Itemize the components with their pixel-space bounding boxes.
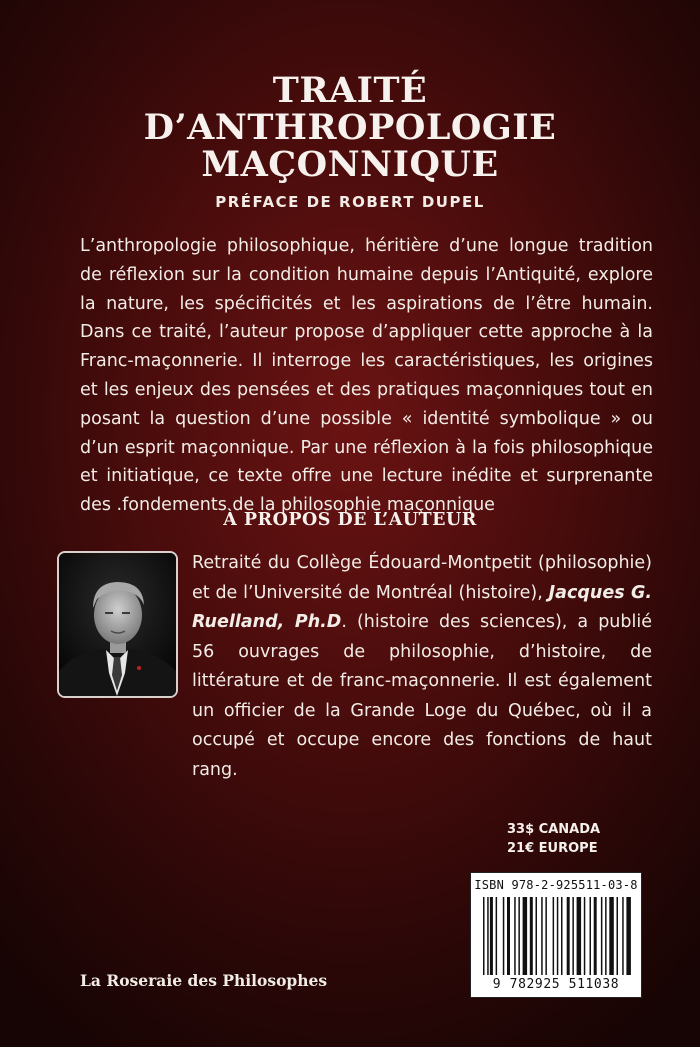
synopsis-text: L’anthropologie philosophique, héritière d’une longue tradition de réflexion sur la condition humaine depuis l’Antiquité, explore la nature, les spécificités et les aspirations de l’être humain. Dans ce traité, l’auteur propose d’appliquer cette approche à la Franc-maçonnerie. Il interroge les caractéristiques, les origines et les enjeux des pensées et des pratiques maçonniques tout en posant la question d’une possible « identité symbolique » ou d’un esprit maçonnique. Par une réflexion à la fois philosophique et initiatique, ce texte offre une lecture inédite et surprenante des .fondements de la philosophie maçonnique xyxy=(80,236,653,516)
publisher-name: La Roseraie des Philosophes xyxy=(80,971,328,990)
title-line-2: D’ANTHROPOLOGIE xyxy=(143,107,557,148)
title-line-1: TRAITÉ xyxy=(272,70,428,111)
barcode-bars xyxy=(479,897,633,977)
about-author-heading: À PROPOS DE L’AUTEUR xyxy=(223,510,477,530)
barcode-digits: 9 782925 511038 xyxy=(492,977,620,992)
title-line-3: MAÇONNIQUE xyxy=(201,144,499,185)
isbn-label: ISBN 978-2-925511-03-8 xyxy=(474,878,638,892)
price-europe: 21€ EUROPE xyxy=(507,841,598,856)
book-title xyxy=(0,72,700,183)
author-name: Jacques G. Ruelland, Ph.D xyxy=(192,582,652,632)
bio-text-end: . (histoire des sciences), a publié 56 ouvrages de philosophie, d’histoire, de littérature et de franc-maçonnerie. Il est également un officier de la Grande Loge du Québec, où il a occupé et occupe encore des fonctions de haut rang. xyxy=(192,612,652,780)
isbn-barcode xyxy=(470,872,642,998)
price-canada: 33$ CANADA xyxy=(507,822,601,837)
author-photo xyxy=(57,551,178,698)
bio-text-start: Retraité du Collège Édouard-Montpetit (philosophie) et de l’Université de Montréal (histoire), xyxy=(192,553,652,603)
author-bio xyxy=(192,549,652,785)
preface-credit: PRÉFACE DE ROBERT DUPEL xyxy=(215,193,485,211)
